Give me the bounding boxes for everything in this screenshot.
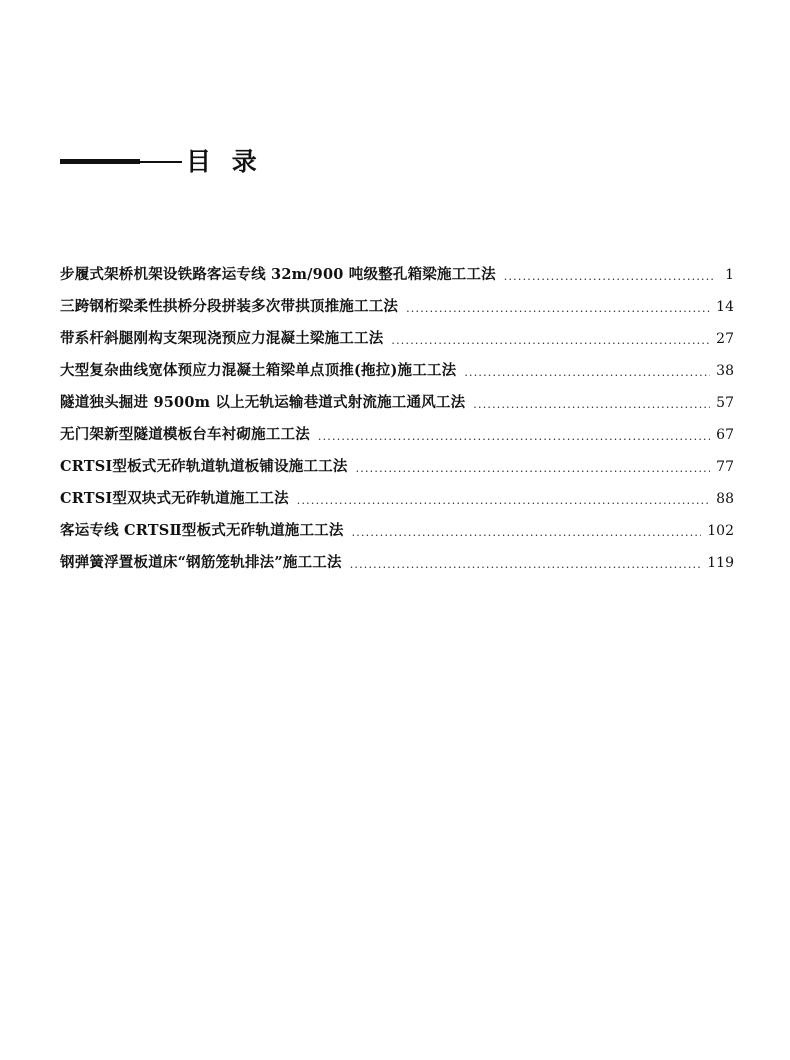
- toc-dot-leader: [406, 291, 710, 323]
- toc-page-number: 14: [716, 299, 734, 315]
- toc-page-number: 102: [707, 523, 734, 539]
- toc-dot-leader: [391, 323, 710, 355]
- toc-entry-title: 步履式架桥机架设铁路客运专线 32m/900 吨级整孔箱梁施工工法: [60, 266, 496, 283]
- toc-entry-title: 大型复杂曲线宽体预应力混凝土箱梁单点顶推(拖拉)施工工法: [60, 362, 457, 379]
- toc-entry[interactable]: [60, 291, 734, 323]
- table-of-contents: [60, 259, 734, 579]
- toc-dot-leader: [318, 419, 710, 451]
- toc-entry[interactable]: [60, 483, 734, 515]
- toc-entry-title: 客运专线 CRTSⅡ型板式无砟轨道施工工法: [60, 522, 344, 539]
- toc-dot-leader: [350, 547, 702, 579]
- toc-page-number: 38: [716, 363, 734, 379]
- toc-entry-title: 钢弹簧浮置板道床“钢筋笼轨排法”施工工法: [60, 554, 342, 571]
- toc-page-number: 119: [707, 555, 734, 571]
- toc-page-number: 77: [716, 459, 734, 475]
- toc-page-number: 1: [725, 267, 734, 283]
- page-title: 目 录: [186, 147, 263, 176]
- toc-entry[interactable]: [60, 387, 734, 419]
- toc-entry[interactable]: [60, 323, 734, 355]
- toc-entry-title: 三跨钢桁梁柔性拱桥分段拼装多次带拱顶推施工工法: [60, 298, 399, 315]
- toc-page-number: 57: [716, 395, 734, 411]
- toc-dot-leader: [356, 451, 711, 483]
- toc-entry[interactable]: [60, 419, 734, 451]
- toc-dot-leader: [297, 483, 710, 515]
- toc-dot-leader: [473, 387, 710, 419]
- toc-dot-leader: [464, 355, 710, 387]
- toc-entry-title: 隧道独头掘进 9500m 以上无轨运输巷道式射流施工通风工法: [60, 394, 466, 411]
- toc-heading: [60, 142, 263, 182]
- toc-entry-title: 带系杆斜腿刚构支架现浇预应力混凝土梁施工工法: [60, 330, 384, 347]
- toc-entry-title: CRTSⅠ型双块式无砟轨道施工工法: [60, 490, 289, 507]
- toc-entry[interactable]: [60, 259, 734, 291]
- toc-page-number: 67: [716, 427, 734, 443]
- toc-entry[interactable]: [60, 515, 734, 547]
- toc-page-number: 88: [716, 491, 734, 507]
- toc-entry-title: 无门架新型隧道模板台车衬砌施工工法: [60, 426, 310, 443]
- toc-entry[interactable]: [60, 355, 734, 387]
- toc-entry[interactable]: [60, 451, 734, 483]
- toc-entry-title: CRTSⅠ型板式无砟轨道轨道板铺设施工工法: [60, 458, 348, 475]
- toc-page-number: 27: [716, 331, 734, 347]
- toc-dot-leader: [504, 259, 716, 291]
- toc-entry[interactable]: [60, 547, 734, 579]
- toc-dot-leader: [352, 515, 702, 547]
